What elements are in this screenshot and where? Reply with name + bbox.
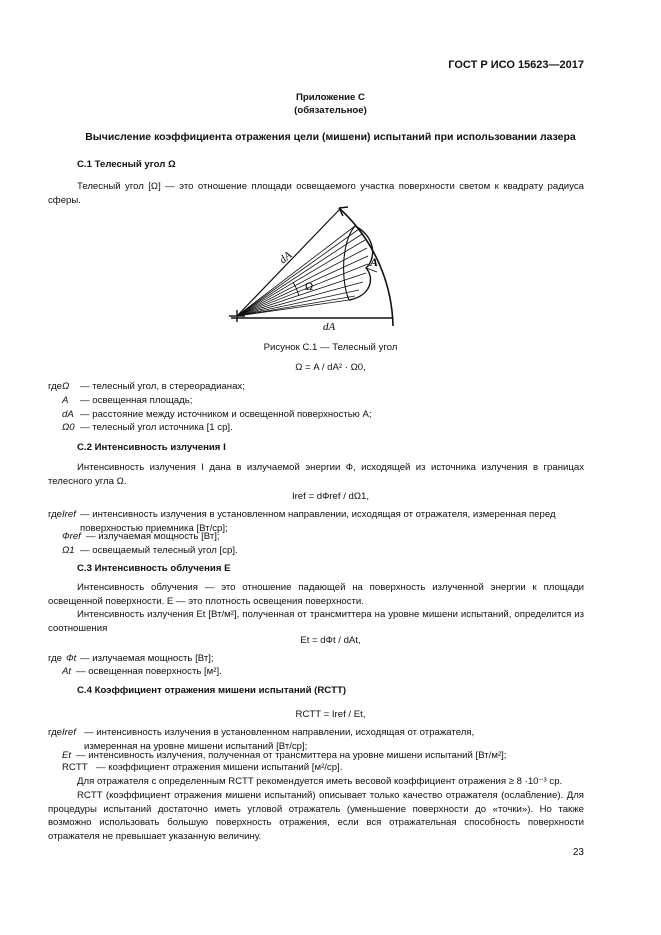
cone-rays bbox=[237, 226, 368, 316]
def-symbol: Ω0 bbox=[62, 422, 75, 433]
where-label: где bbox=[48, 509, 63, 520]
def-symbol: Iref bbox=[62, 509, 76, 520]
sphere-arc bbox=[339, 208, 393, 326]
def-symbol: Фref bbox=[62, 531, 81, 542]
def-text: — интенсивность излучения в установленном направлении, исходящая от отражателя, измеренная на уровне мишени испытаний [Вт/ср]; bbox=[84, 727, 475, 752]
section-c2-text: Интенсивность излучения I дана в излучаемой энергии Ф, исходящей из источника излучения в границах телесного угла Ω. bbox=[48, 462, 584, 487]
standard-code: ГОСТ Р ИСО 15623—2017 bbox=[448, 59, 584, 71]
formula-c1: Ω = A / dA² · Ω0, bbox=[295, 362, 366, 373]
def-symbol: Et bbox=[62, 750, 72, 761]
def-text: — излучаемая мощность [Вт]; bbox=[86, 531, 220, 542]
solid-angle-figure bbox=[225, 196, 415, 336]
def-symbol: Ω bbox=[62, 381, 70, 392]
c4-paragraph-2: RCTT (коэффициент отражения мишени испытаний) описывает только качество отражателя (ослабление). Для процедуры испытаний достаточно иметь угловой отражатель (уменьшение поверхности до «точки»). Но также возможно использовать большую поверхность отражения, если вся отражательная способность поверхности отражателя не превышает указанную величину. bbox=[48, 790, 584, 842]
def-text: — коэффициент отражения мишени испытаний [м²/ср]. bbox=[96, 762, 343, 773]
section-c3-text2: Интенсивность излучения Et [Вт/м²], полученная от трансмиттера на уровне мишени испытаний, определится из соотношения bbox=[48, 609, 584, 634]
appendix-title: Приложение С bbox=[296, 92, 365, 103]
page-number: 23 bbox=[572, 847, 584, 858]
appendix-status: (обязательное) bbox=[294, 105, 367, 116]
def-symbol: Ω1 bbox=[62, 545, 75, 556]
label-angle: Ω bbox=[305, 281, 314, 293]
def-text: — телесный угол источника [1 ср]. bbox=[80, 422, 233, 433]
label-distance-bottom: dA bbox=[323, 321, 336, 333]
def-symbol: Iref bbox=[62, 727, 76, 738]
def-symbol: A bbox=[62, 395, 69, 406]
figure-caption: Рисунок С.1 — Телесный угол bbox=[263, 342, 398, 353]
def-text: — телесный угол, в стереорадианах; bbox=[80, 381, 245, 392]
def-text: — расстояние между источником и освещенной поверхностью A; bbox=[80, 409, 372, 420]
def-symbol: dA bbox=[62, 409, 74, 420]
formula-c3: Et = dФt / dAt, bbox=[300, 635, 361, 646]
section-c1-title: С.1 Телесный угол Ω bbox=[77, 159, 176, 170]
def-text: — освещаемый телесный угол [ср]. bbox=[80, 545, 238, 556]
def-text: — излучаемая мощность [Вт]; bbox=[80, 653, 214, 664]
section-c3-text1: Интенсивность облучения — это отношение падающей на поверхность излученной энергии к площади освещенной поверхности. E — это плотность освещения поверхности. bbox=[48, 582, 584, 607]
where-label: где bbox=[48, 727, 63, 738]
c4-paragraph-1: Для отражателя с определенным RCTT рекомендуется иметь весовой коэффициент отражения ≥ 8 ·10⁻³ ср. bbox=[77, 776, 563, 787]
def-text: — освещенная площадь; bbox=[80, 395, 193, 406]
label-distance-top: dA bbox=[277, 249, 295, 267]
where-label: где bbox=[48, 653, 63, 664]
def-symbol: Фt bbox=[66, 653, 77, 664]
def-text: — интенсивность излучения, полученная от трансмиттера на уровне мишени испытаний [Вт/м²]; bbox=[76, 750, 507, 761]
label-area: A bbox=[370, 255, 379, 269]
def-text: — освещенная поверхность [м²]. bbox=[76, 666, 222, 677]
def-symbol: At bbox=[62, 666, 72, 677]
formula-c4: RCTT = Iref / Et, bbox=[295, 709, 366, 720]
where-label: где bbox=[48, 381, 63, 392]
appendix-heading: Вычисление коэффициента отражения цели (мишени) испытаний при использовании лазера bbox=[85, 131, 576, 143]
section-c1-text: Телесный угол [Ω] — это отношение площади освещаемого участка поверхности светом к квадрату радиуса сферы. bbox=[48, 181, 584, 206]
def-symbol: RCTT bbox=[62, 762, 88, 773]
section-c2-title: С.2 Интенсивность излучения I bbox=[77, 442, 226, 453]
section-c4-title: С.4 Коэффициент отражения мишени испытаний (RCTT) bbox=[77, 685, 347, 696]
section-c3-title: С.3 Интенсивность облучения E bbox=[77, 563, 231, 574]
def-text: — интенсивность излучения в установленном направлении, исходящая от отражателя, измеренная перед поверхностью приемника [Вт/ср]; bbox=[80, 509, 556, 534]
formula-c2: Iref = dФref / dΩ1, bbox=[291, 491, 370, 502]
